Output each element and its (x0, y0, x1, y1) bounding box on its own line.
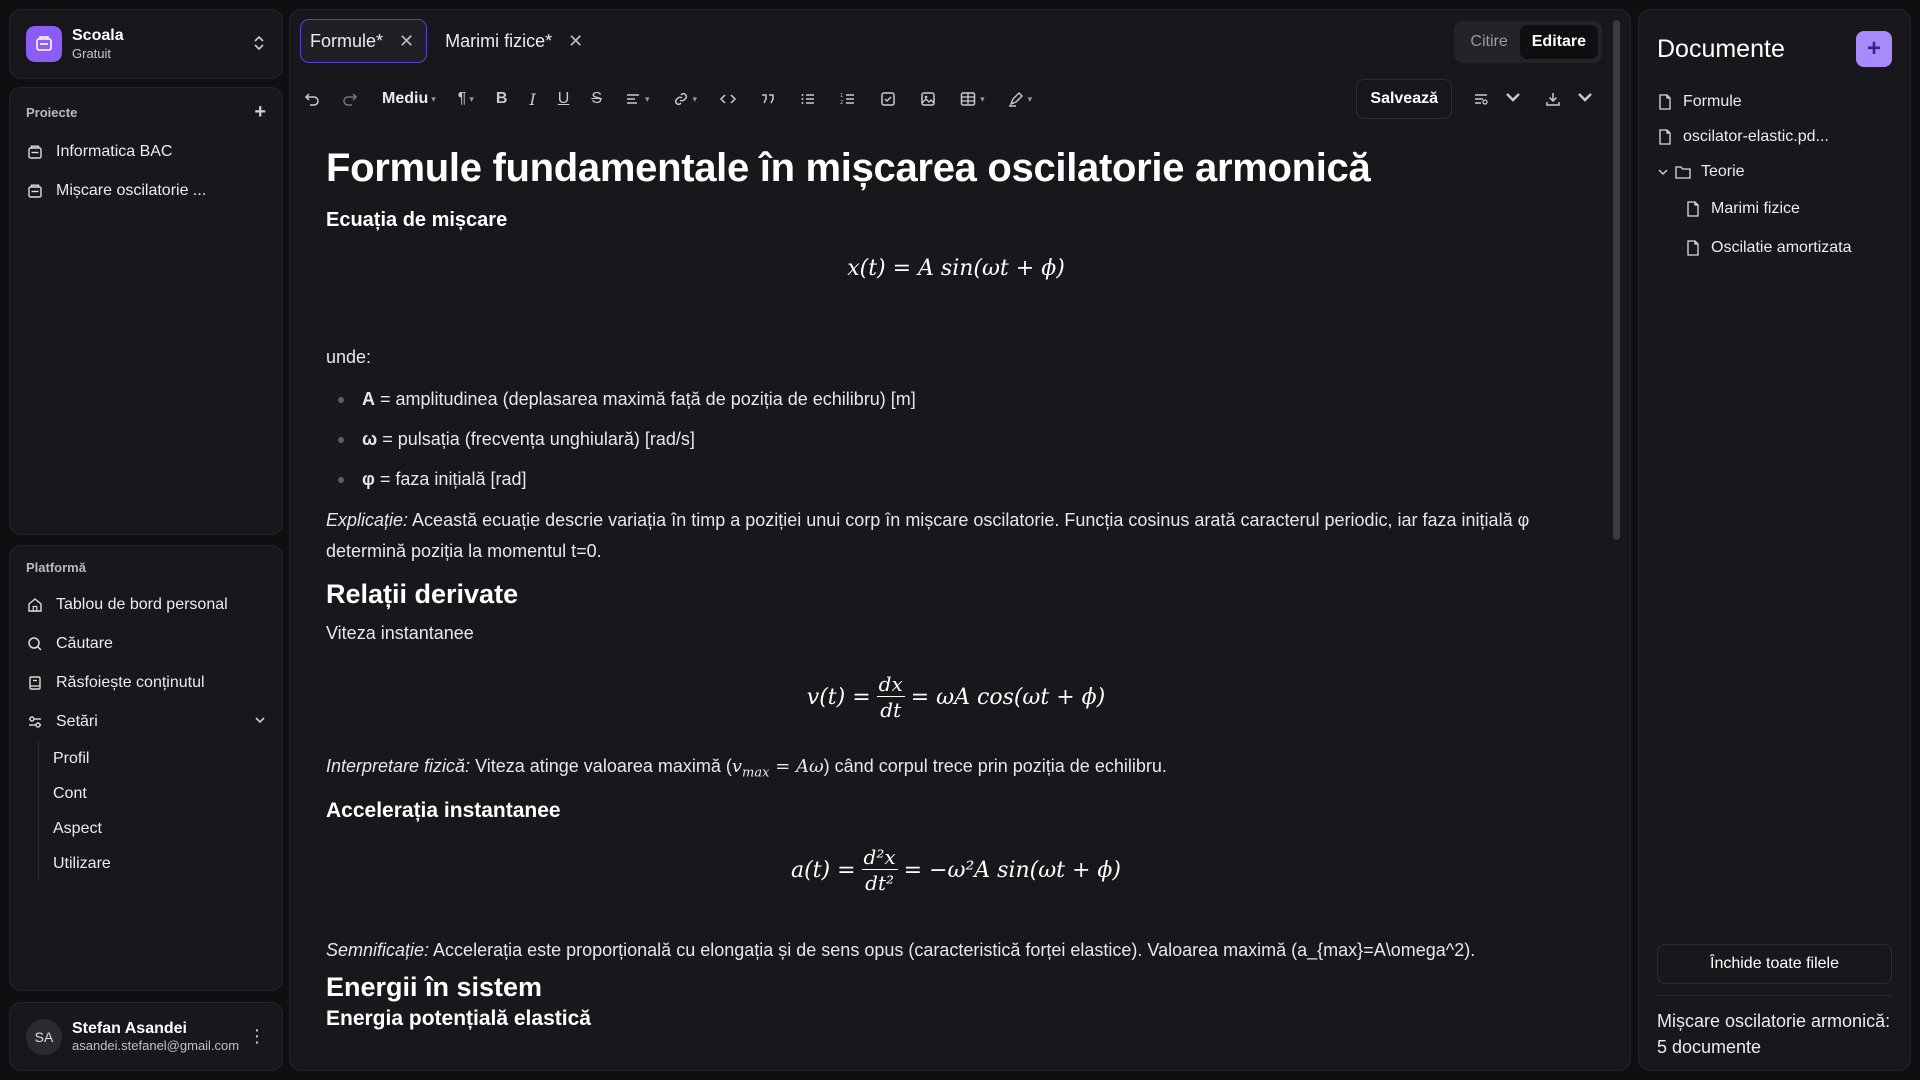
heading-potential-energy: Energia potențială elastică (326, 1006, 591, 1030)
doc-label: oscilator-elastic.pd... (1683, 127, 1829, 145)
file-icon (1685, 201, 1701, 217)
platform-title: Platformă (26, 560, 86, 575)
paragraph-icon[interactable]: ¶ ▾ (457, 90, 474, 107)
projects-panel (9, 87, 283, 535)
download-icon[interactable] (1544, 88, 1594, 111)
variable-desc: = pulsația (frecvența unghiulară) [rad/s] (377, 429, 695, 449)
doc-item-marimi-fizice[interactable] (1685, 189, 1892, 228)
list-item (338, 459, 1586, 499)
align-icon[interactable] (624, 90, 650, 108)
italic-icon[interactable]: I (529, 89, 536, 109)
settings-profile[interactable]: Profil (53, 749, 90, 767)
nav-label: Tablou de bord personal (56, 595, 228, 613)
folder-label: Teorie (1701, 162, 1745, 180)
underline-icon[interactable]: U (557, 90, 570, 107)
eq-lhs: a(t) = (790, 858, 856, 884)
doc-title: Formule fundamentale în mișcarea oscilatorie armonică (326, 146, 1371, 190)
folder-teorie[interactable] (1657, 154, 1892, 189)
list-item (338, 419, 1586, 459)
user-card[interactable] (9, 1002, 283, 1071)
significance-paragraph (326, 935, 1586, 966)
heading-equation: Ecuația de mișcare (326, 209, 508, 231)
tab-formule[interactable] (300, 19, 427, 63)
eq-rhs: = ωA cos(ωt + ϕ) (910, 684, 1106, 710)
nav-browse[interactable] (26, 663, 266, 702)
doc-label: Formule (1683, 92, 1742, 110)
sliders-icon (26, 714, 44, 730)
caret-down-icon: ▾ (1027, 93, 1033, 104)
tab-marimi-fizice[interactable] (435, 19, 596, 63)
caret-down-icon: ▾ (469, 93, 474, 104)
vmax-value: = Aω (769, 756, 824, 777)
settings-account[interactable]: Cont (53, 784, 87, 802)
variable-symbol: φ (362, 469, 375, 489)
settings-submenu (38, 741, 266, 881)
doc-label: Marimi fizice (1711, 199, 1800, 217)
close-all-tabs-button[interactable]: Închide toate filele (1657, 944, 1892, 984)
variable-desc: = amplitudinea (deplasarea maximă față de poziția de echilibru) [m] (375, 389, 916, 409)
checklist-icon[interactable] (879, 90, 897, 108)
mode-read-button[interactable]: Citire (1470, 33, 1508, 50)
file-icon (1657, 94, 1673, 110)
equation-motion: x(t) = A sin(ωt + ϕ) (847, 256, 1065, 281)
interpretation-text: Viteza atinge valoarea maximă ( (470, 756, 732, 776)
avatar: SA (26, 1019, 62, 1055)
velocity-label: Viteza instantanee (326, 623, 474, 643)
svg-text:1: 1 (840, 93, 844, 99)
more-vertical-icon[interactable]: ⋮ (248, 1026, 266, 1046)
explanation-text: Această ecuație descrie variația în timp a poziției unui corp în mișcare oscilatorie. Funcția cosinus arată caracterul periodic, iar faza inițială φ determină poziția la momentul t=0. (326, 510, 1530, 561)
tab-bar (300, 19, 1610, 63)
book-icon (26, 675, 44, 691)
tab-label: Marimi fizice* (445, 30, 553, 51)
document-content[interactable] (326, 146, 1586, 1066)
eq-rhs: = −ω²A sin(ωt + ϕ) (903, 858, 1122, 884)
project-icon (26, 144, 44, 160)
eq-lhs: v(t) = (806, 684, 871, 710)
view-options-icon[interactable] (1472, 88, 1522, 111)
nav-label: Setări (56, 712, 98, 730)
equation-acceleration (326, 841, 1586, 901)
redo-icon[interactable] (342, 90, 360, 108)
save-button[interactable]: Salvează (1356, 79, 1452, 119)
file-icon (1685, 240, 1701, 256)
interpretation-text-end: ) când corpul trece prin poziția de echilibru. (823, 756, 1167, 776)
font-size-select[interactable] (382, 90, 436, 108)
eq-denominator: dt² (865, 871, 895, 896)
chevron-down-icon (1576, 88, 1594, 111)
search-icon (26, 636, 44, 652)
workspace-name: Scoala (72, 27, 124, 44)
strikethrough-icon[interactable]: S (591, 90, 602, 107)
formatting-toolbar (302, 78, 1610, 120)
caret-down-icon: ▾ (431, 93, 436, 104)
folder-icon (1675, 165, 1691, 179)
svg-text:2: 2 (840, 100, 844, 106)
doc-item-formule[interactable] (1657, 84, 1892, 119)
project-item-miscare[interactable] (26, 171, 266, 210)
table-icon[interactable] (959, 90, 985, 108)
mode-edit-button[interactable]: Editare (1520, 25, 1598, 59)
project-item-informatica[interactable] (26, 132, 266, 171)
close-icon[interactable]: ✕ (399, 30, 415, 51)
chevron-down-icon (1657, 166, 1669, 178)
nav-label: Răsfoiește conținutul (56, 673, 205, 691)
mode-toggle (1454, 21, 1602, 63)
code-icon[interactable] (719, 90, 737, 108)
significance-text: Accelerația este proporțională cu elongația și de sens opus (caracteristică forței elastice). Valoarea maximă (a_{max}=A\omega^2). (429, 939, 1476, 960)
doc-label: Oscilatie amortizata (1711, 238, 1852, 256)
explanation-label: Explicație: (326, 510, 409, 530)
settings-appearance[interactable]: Aspect (53, 819, 102, 837)
image-icon[interactable] (919, 90, 937, 108)
editor-scrollbar[interactable] (1613, 20, 1620, 540)
workspace-switcher[interactable] (9, 9, 283, 79)
home-icon (26, 597, 44, 613)
project-icon (26, 183, 44, 199)
tab-label: Formule* (310, 30, 384, 51)
heading-acceleration: Accelerația instantanee (326, 798, 561, 822)
doc-item-oscilatie-amortizata[interactable] (1685, 228, 1892, 267)
explanation-paragraph (326, 505, 1586, 567)
equation-velocity (326, 669, 1586, 725)
workspace-logo-icon (26, 26, 62, 62)
nav-label: Căutare (56, 634, 113, 652)
bullet-list-icon[interactable] (799, 90, 817, 108)
caret-down-icon: ▾ (645, 93, 650, 104)
editor-panel (289, 9, 1631, 1071)
doc-item-oscilator-pdf[interactable] (1657, 119, 1892, 154)
quote-icon[interactable] (759, 90, 777, 108)
eq-denominator: dt (880, 697, 902, 722)
documents-summary: Mișcare oscilatorie armonică: 5 documente (1657, 995, 1892, 1060)
settings-usage[interactable]: Utilizare (53, 854, 111, 872)
project-label: Mișcare oscilatorie ... (56, 181, 207, 199)
where-label: unde: (326, 347, 372, 367)
workspace-plan: Gratuit (72, 46, 112, 61)
documents-panel (1638, 9, 1911, 1071)
vmax-subscript: max (742, 765, 770, 781)
variable-symbol: A (362, 389, 375, 409)
add-document-button[interactable]: + (1856, 31, 1892, 67)
nav-dashboard[interactable] (26, 585, 266, 624)
variable-desc: = faza inițială [rad] (374, 469, 527, 489)
platform-panel (9, 545, 283, 991)
eq-numerator: d²x (863, 845, 896, 870)
variable-list (338, 379, 1586, 499)
project-label: Informatica BAC (56, 142, 173, 160)
significance-label: Semnificație: (326, 939, 430, 960)
undo-icon[interactable] (302, 90, 320, 108)
projects-title: Proiecte (26, 104, 78, 120)
heading-derived: Relații derivate (326, 579, 519, 609)
interpretation-paragraph (326, 751, 1586, 789)
chevron-down-icon (254, 713, 266, 731)
documents-title: Documente (1657, 34, 1785, 63)
vmax-symbol: v (731, 756, 743, 777)
add-project-button[interactable]: + (254, 101, 266, 123)
highlighter-icon[interactable] (1007, 90, 1033, 108)
variable-symbol: ω (362, 429, 378, 449)
link-icon[interactable] (672, 90, 698, 108)
close-icon[interactable]: ✕ (568, 30, 584, 51)
nav-search[interactable] (26, 624, 266, 663)
eq-fraction (862, 845, 898, 896)
chevron-down-icon (1504, 88, 1522, 111)
interpretation-label: Interpretare fizică: (326, 756, 471, 776)
heading-energies: Energii în sistem (326, 971, 543, 1002)
eq-fraction (877, 672, 905, 723)
list-item (338, 379, 1586, 419)
nav-settings[interactable] (26, 702, 266, 741)
caret-down-icon: ▾ (980, 93, 985, 104)
ordered-list-icon[interactable] (839, 90, 857, 108)
bold-icon[interactable]: B (495, 90, 508, 107)
user-name: Stefan Asandei (72, 1020, 187, 1037)
user-email: asandei.stefanel@gmail.com (72, 1038, 240, 1053)
document-tree (1657, 84, 1892, 267)
caret-down-icon: ▾ (692, 93, 698, 104)
file-icon (1657, 129, 1673, 145)
font-size-value: Mediu (382, 90, 429, 107)
chevron-updown-icon (252, 34, 266, 55)
eq-numerator: dx (878, 671, 903, 696)
